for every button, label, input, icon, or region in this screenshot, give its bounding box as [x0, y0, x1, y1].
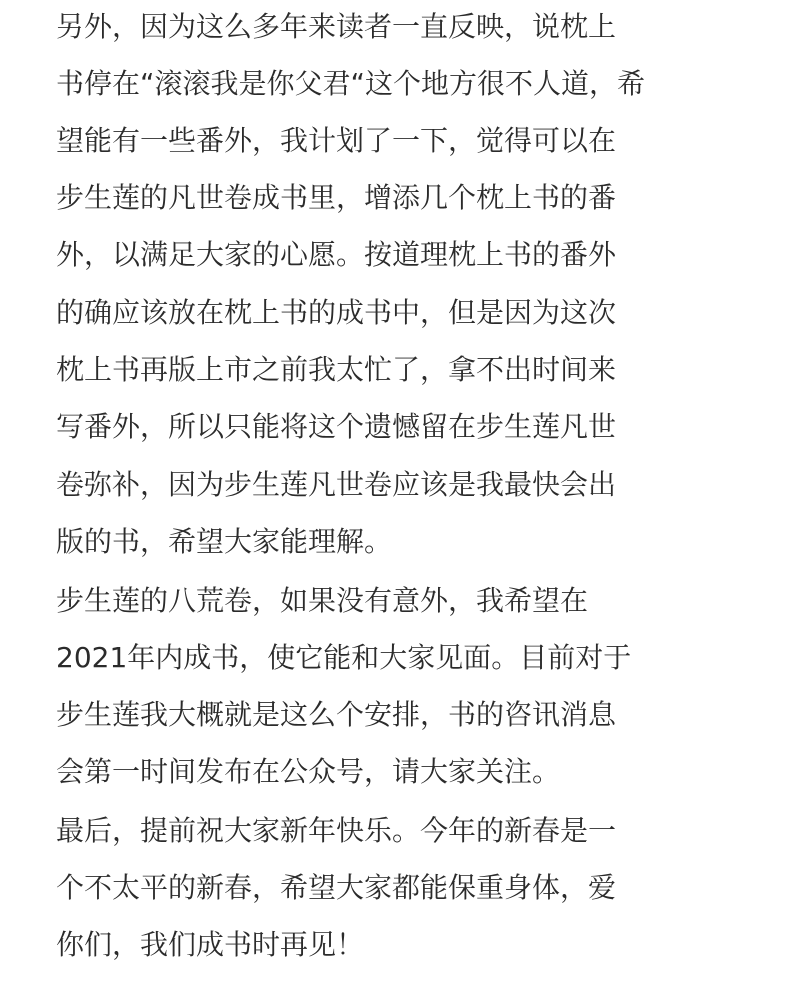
text-line: 个不太平的新春，希望大家都能保重身体，爱: [56, 871, 617, 904]
text-line: 最后，提前祝大家新年快乐。今年的新春是一: [56, 814, 617, 847]
text-line: 外，以满足大家的心愿。按道理枕上书的番外: [56, 238, 617, 271]
text-line: 的确应该放在枕上书的成书中，但是因为这次: [56, 296, 617, 329]
text-line: 书停在“滚滚我是你父君“这个地方很不人道，希: [56, 67, 646, 100]
text-line: 步生莲的凡世卷成书里，增添几个枕上书的番: [56, 181, 617, 214]
text-line: 会第一时间发布在公众号，请大家关注。: [56, 755, 561, 788]
text-line: 2021年内成书，使它能和大家见面。目前对于: [56, 641, 632, 674]
text-line: 你们，我们成书时再见！: [56, 928, 365, 961]
text-line: 望能有一些番外，我计划了一下，觉得可以在: [56, 124, 617, 157]
text-line: 步生莲我大概就是这么个安排，书的咨讯消息: [56, 698, 617, 731]
text-line: 另外，因为这么多年来读者一直反映，说枕上: [56, 10, 617, 43]
text-line: 版的书，希望大家能理解。: [56, 525, 393, 558]
text-line: 卷弥补，因为步生莲凡世卷应该是我最快会出: [56, 468, 617, 501]
text-line: 步生莲的八荒卷，如果没有意外，我希望在: [56, 584, 589, 617]
text-line: 枕上书再版上市之前我太忙了，拿不出时间来: [56, 353, 617, 386]
text-line: 写番外，所以只能将这个遗憾留在步生莲凡世: [56, 410, 617, 443]
